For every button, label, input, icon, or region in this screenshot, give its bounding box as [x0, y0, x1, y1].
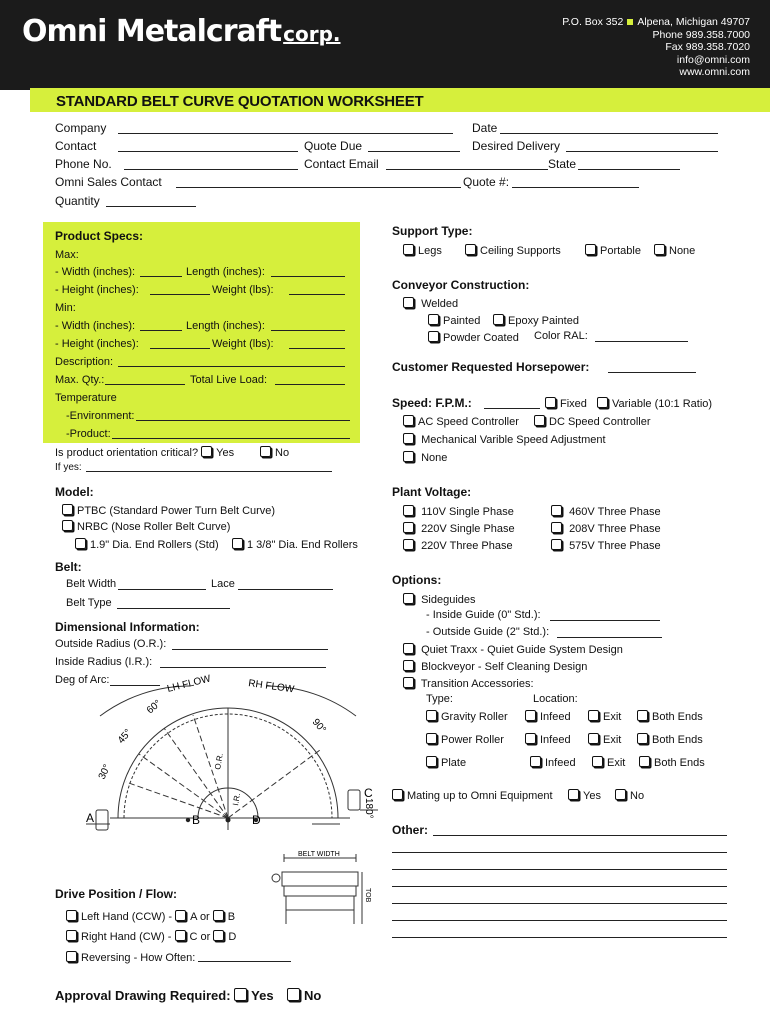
bullet-square-icon — [627, 19, 633, 25]
date-field[interactable] — [500, 133, 718, 134]
state-label: State — [548, 157, 577, 171]
contact-email-label: Contact Email — [304, 157, 379, 171]
min-height-label: - Height (inches): — [55, 338, 139, 350]
drive-heading: Drive Position / Flow: — [55, 887, 178, 901]
gravity-infeed-checkbox[interactable] — [525, 710, 536, 721]
options-heading: Options: — [392, 573, 442, 587]
deg180-label: 180° — [363, 798, 374, 819]
powder-coated-checkbox[interactable] — [428, 331, 439, 342]
color-ral-field[interactable] — [595, 341, 688, 342]
model-ptbc: PTBC (Standard Power Turn Belt Curve) — [62, 504, 275, 517]
quote-due-field[interactable] — [368, 151, 460, 152]
plate-infeed-checkbox[interactable] — [530, 756, 541, 767]
model-nrbc: NRBC (Nose Roller Belt Curve) — [62, 520, 230, 533]
fixed-checkbox[interactable] — [545, 397, 556, 408]
plate-infeed: Infeed — [530, 756, 576, 769]
other-field-5[interactable] — [392, 903, 727, 904]
belt-type-label: Belt Type — [66, 597, 112, 609]
reversing-field[interactable] — [198, 961, 291, 962]
power-both-checkbox[interactable] — [637, 733, 648, 744]
inside-guide-field[interactable] — [550, 620, 660, 621]
contact-email-field[interactable] — [386, 169, 548, 170]
left-hand-checkbox[interactable] — [66, 910, 77, 921]
min-length-field[interactable] — [271, 330, 345, 331]
max-length-field[interactable] — [271, 276, 345, 277]
welded-checkbox[interactable] — [403, 297, 414, 308]
point-a-label: A — [86, 811, 95, 825]
contact-field[interactable] — [118, 151, 298, 152]
approval-no: No — [287, 988, 321, 1002]
lace-label: Lace — [211, 578, 235, 590]
if-yes-label: If yes: — [55, 462, 82, 473]
speed-none: None — [403, 451, 447, 464]
power-exit-checkbox[interactable] — [588, 733, 599, 744]
option-transition: Transition Accessories: — [403, 677, 534, 690]
desired-delivery-label: Desired Delivery — [472, 139, 561, 153]
inside-radius-label: Inside Radius (I.R.): — [55, 656, 153, 668]
ceiling-supports-checkbox[interactable] — [465, 244, 476, 255]
inside-guide-label: - Inside Guide (0" Std.): — [426, 609, 541, 621]
min-height-field[interactable] — [150, 348, 210, 349]
drive-rh-row: Right Hand (CW) - C or D — [66, 930, 236, 943]
reversing-checkbox[interactable] — [66, 951, 77, 962]
model-roll19: 1.9" Dia. End Rollers (Std) — [75, 538, 219, 551]
or-diagram-label: O.R. — [213, 752, 225, 771]
power-infeed-checkbox[interactable] — [525, 733, 536, 744]
tob-label: TOB — [364, 888, 371, 903]
phone-field[interactable] — [124, 169, 298, 170]
company-logo: Omni Metalcraft corp. — [22, 14, 341, 49]
drive-b-checkbox[interactable] — [213, 910, 224, 921]
orientation-yes-checkbox[interactable] — [201, 446, 212, 457]
plate-both: Both Ends — [639, 756, 705, 769]
portable-checkbox[interactable] — [585, 244, 596, 255]
power-both: Both Ends — [637, 733, 703, 746]
support-type-heading: Support Type: — [392, 224, 473, 238]
mating-checkbox[interactable] — [392, 789, 403, 800]
sideguides-checkbox[interactable] — [403, 593, 414, 604]
quantity-label: Quantity — [55, 194, 100, 208]
ir-diagram-label: I.R. — [231, 792, 243, 807]
mating-yes: Yes — [568, 789, 601, 802]
option-quiet: Quiet Traxx - Quiet Guide System Design — [403, 643, 623, 656]
v220-single-checkbox[interactable] — [403, 522, 414, 533]
max-weight-label: Weight (lbs): — [212, 284, 274, 296]
description-field[interactable] — [118, 366, 345, 367]
lh-flow-label: LH FLOW — [166, 673, 212, 695]
deg-of-arc-label: Deg of Arc: — [55, 674, 110, 686]
max-width-label: - Width (inches): — [55, 266, 136, 278]
drive-c-checkbox[interactable] — [175, 930, 186, 941]
product-temp-field[interactable] — [112, 438, 350, 439]
speed-dc: DC Speed Controller — [534, 415, 651, 428]
max-label: Max: — [55, 249, 79, 261]
ac-controller-checkbox[interactable] — [403, 415, 414, 426]
power-roller-checkbox[interactable] — [426, 733, 437, 744]
desired-delivery-field[interactable] — [566, 151, 718, 152]
speed-heading: Speed: F.P.M.: — [392, 396, 472, 410]
other-field-2[interactable] — [392, 852, 727, 853]
if-yes-field[interactable] — [86, 471, 332, 472]
other-field-1[interactable] — [433, 835, 727, 836]
construction-painted: Painted — [428, 314, 480, 327]
gravity-both: Both Ends — [637, 710, 703, 723]
company-address: P.O. Box 352 Alpena, Michigan 49707 Phone 989.358.7000 Fax 989.358.7020 info@omni.com www.omni.com — [562, 16, 750, 78]
voltage-460: 460V Three Phase — [551, 505, 661, 518]
mating-no-checkbox[interactable] — [615, 789, 626, 800]
orientation-row: Is product orientation critical? Yes — [55, 447, 235, 459]
voltage-heading: Plant Voltage: — [392, 485, 472, 499]
outside-guide-field[interactable] — [557, 637, 662, 638]
color-ral-label: Color RAL: — [534, 330, 588, 342]
inside-radius-field[interactable] — [160, 667, 326, 668]
point-b-label: B — [192, 813, 201, 827]
epoxy-painted-checkbox[interactable] — [493, 314, 504, 325]
model-heading: Model: — [55, 485, 94, 499]
construction-powder: Powder Coated — [428, 331, 519, 344]
type-label: Type: — [426, 693, 453, 705]
nrbc-checkbox[interactable] — [62, 520, 73, 531]
plate-exit-checkbox[interactable] — [592, 756, 603, 767]
voltage-575: 575V Three Phase — [551, 539, 661, 552]
contact-label: Contact — [55, 139, 97, 153]
belt-type-field[interactable] — [117, 608, 230, 609]
approval-row: Approval Drawing Required: Yes — [55, 988, 274, 1003]
other-field-6[interactable] — [392, 920, 727, 921]
quote-no-field[interactable] — [512, 187, 639, 188]
option-sideguides: Sideguides — [403, 593, 476, 606]
belt-width-field[interactable] — [118, 589, 206, 590]
min-label: Min: — [55, 302, 76, 314]
option-blockveyor: Blockveyor - Self Cleaning Design — [403, 660, 587, 673]
plate-checkbox[interactable] — [426, 756, 437, 767]
product-specs-heading: Product Specs: — [55, 229, 144, 243]
voltage-208: 208V Three Phase — [551, 522, 661, 535]
v460-checkbox[interactable] — [551, 505, 562, 516]
min-width-field[interactable] — [140, 330, 182, 331]
roller-19-checkbox[interactable] — [75, 538, 86, 549]
speed-variable: Variable (10:1 Ratio) — [597, 397, 712, 410]
belt-curve-diagram — [80, 670, 380, 835]
approval-yes-checkbox[interactable] — [234, 988, 247, 1001]
total-live-load-label: Total Live Load: — [190, 374, 268, 386]
environment-label: -Environment: — [66, 410, 135, 422]
drive-lh-row: Left Hand (CCW) - A or B — [66, 910, 235, 923]
voltage-220s: 220V Single Phase — [403, 522, 515, 535]
deg45-label: 45° — [115, 727, 135, 746]
gravity-exit: Exit — [588, 710, 621, 723]
other-field-7[interactable] — [392, 937, 727, 938]
max-width-field[interactable] — [140, 276, 182, 277]
speed-mech: Mechanical Varible Speed Adjustment — [403, 433, 606, 446]
lace-field[interactable] — [238, 589, 333, 590]
date-label: Date — [472, 121, 498, 135]
point-d-label: D — [252, 813, 261, 827]
plate-row: Plate — [426, 756, 466, 769]
v110-checkbox[interactable] — [403, 505, 414, 516]
plate-both-checkbox[interactable] — [639, 756, 650, 767]
min-weight-field[interactable] — [289, 348, 345, 349]
outside-radius-label: Outside Radius (O.R.): — [55, 638, 167, 650]
mating-no: No — [615, 789, 644, 802]
dc-controller-checkbox[interactable] — [534, 415, 545, 426]
horsepower-field[interactable] — [608, 372, 696, 373]
belt-heading: Belt: — [55, 560, 82, 574]
approval-no-checkbox[interactable] — [287, 988, 300, 1001]
v575-checkbox[interactable] — [551, 539, 562, 550]
other-field-4[interactable] — [392, 886, 727, 887]
gravity-infeed: Infeed — [525, 710, 571, 723]
support-none-checkbox[interactable] — [654, 244, 665, 255]
voltage-110: 110V Single Phase — [403, 505, 514, 518]
plate-exit: Exit — [592, 756, 625, 769]
horsepower-label: Customer Requested Horsepower: — [392, 360, 590, 374]
model-roll138: 1 3/8" Dia. End Rollers — [232, 538, 358, 551]
fpm-field[interactable] — [484, 408, 540, 409]
quote-no-label: Quote #: — [463, 175, 510, 189]
power-infeed: Infeed — [525, 733, 571, 746]
environment-field[interactable] — [136, 420, 350, 421]
belt-width-label: Belt Width — [66, 578, 117, 590]
voltage-220t: 220V Three Phase — [403, 539, 513, 552]
other-field-3[interactable] — [392, 869, 727, 870]
variable-checkbox[interactable] — [597, 397, 608, 408]
transition-checkbox[interactable] — [403, 677, 414, 688]
support-ceiling: Ceiling Supports — [465, 244, 561, 257]
quote-due-label: Quote Due — [304, 139, 363, 153]
mating-yes-checkbox[interactable] — [568, 789, 579, 800]
outside-guide-label: - Outside Guide (2" Std.): — [426, 626, 550, 638]
mechanical-speed-checkbox[interactable] — [403, 433, 414, 444]
deg60-label: 60° — [144, 698, 164, 717]
construction-heading: Conveyor Construction: — [392, 278, 530, 292]
rh-flow-label: RH FLOW — [247, 678, 295, 696]
orientation-no: No — [260, 446, 289, 459]
max-length-label: Length (inches): — [186, 266, 265, 278]
v220-three-checkbox[interactable] — [403, 539, 414, 550]
construction-epoxy: Epoxy Painted — [493, 314, 579, 327]
location-label: Location: — [533, 693, 578, 705]
page-title: STANDARD BELT CURVE QUOTATION WORKSHEET — [56, 93, 424, 110]
point-c-label: C — [364, 786, 373, 800]
drive-a-checkbox[interactable] — [175, 910, 186, 921]
company-field[interactable] — [118, 133, 453, 134]
speed-none-checkbox[interactable] — [403, 451, 414, 462]
max-qty-field[interactable] — [105, 384, 185, 385]
legs-checkbox[interactable] — [403, 244, 414, 255]
other-label: Other: — [392, 823, 428, 837]
gravity-roller-checkbox[interactable] — [426, 710, 437, 721]
painted-checkbox[interactable] — [428, 314, 439, 325]
power-exit: Exit — [588, 733, 621, 746]
state-field[interactable] — [578, 169, 680, 170]
quantity-field[interactable] — [106, 206, 196, 207]
min-weight-label: Weight (lbs): — [212, 338, 274, 350]
belt-cross-section-diagram — [268, 848, 374, 926]
min-width-label: - Width (inches): — [55, 320, 136, 332]
description-label: Description: — [55, 356, 114, 368]
right-hand-checkbox[interactable] — [66, 930, 77, 941]
sales-contact-field[interactable] — [176, 187, 461, 188]
speed-fixed: Fixed — [545, 397, 587, 410]
support-legs: Legs — [403, 244, 442, 257]
gravity-exit-checkbox[interactable] — [588, 710, 599, 721]
construction-welded: Welded — [403, 297, 458, 310]
belt-width-diagram-label: BELT WIDTH — [298, 851, 340, 858]
roller-138-checkbox[interactable] — [232, 538, 243, 549]
drive-reversing-row: Reversing - How Often: — [66, 951, 195, 964]
deg90-label: 90° — [309, 716, 328, 736]
gravity-roller-row: Gravity Roller — [426, 710, 508, 723]
outside-radius-field[interactable] — [172, 649, 328, 650]
company-label: Company — [55, 121, 107, 135]
min-length-label: Length (inches): — [186, 320, 265, 332]
product-temp-label: -Product: — [66, 428, 111, 440]
speed-ac: AC Speed Controller — [403, 415, 519, 428]
max-qty-label: Max. Qty.: — [55, 374, 105, 386]
blockveyor-checkbox[interactable] — [403, 660, 414, 671]
drive-d-checkbox[interactable] — [213, 930, 224, 941]
support-none: None — [654, 244, 695, 257]
sales-contact-label: Omni Sales Contact — [55, 175, 162, 189]
temperature-label: Temperature — [55, 392, 117, 404]
total-live-load-field[interactable] — [275, 384, 345, 385]
quiet-traxx-checkbox[interactable] — [403, 643, 414, 654]
dimensional-heading: Dimensional Information: — [55, 620, 200, 634]
max-height-field[interactable] — [150, 294, 210, 295]
deg30-label: 30° — [96, 762, 114, 782]
v208-checkbox[interactable] — [551, 522, 562, 533]
ptbc-checkbox[interactable] — [62, 504, 73, 515]
orientation-no-checkbox[interactable] — [260, 446, 271, 457]
power-roller-row: Power Roller — [426, 733, 504, 746]
max-weight-field[interactable] — [289, 294, 345, 295]
gravity-both-checkbox[interactable] — [637, 710, 648, 721]
support-portable: Portable — [585, 244, 641, 257]
mating-row: Mating up to Omni Equipment — [392, 789, 553, 802]
phone-label: Phone No. — [55, 157, 112, 171]
max-height-label: - Height (inches): — [55, 284, 139, 296]
